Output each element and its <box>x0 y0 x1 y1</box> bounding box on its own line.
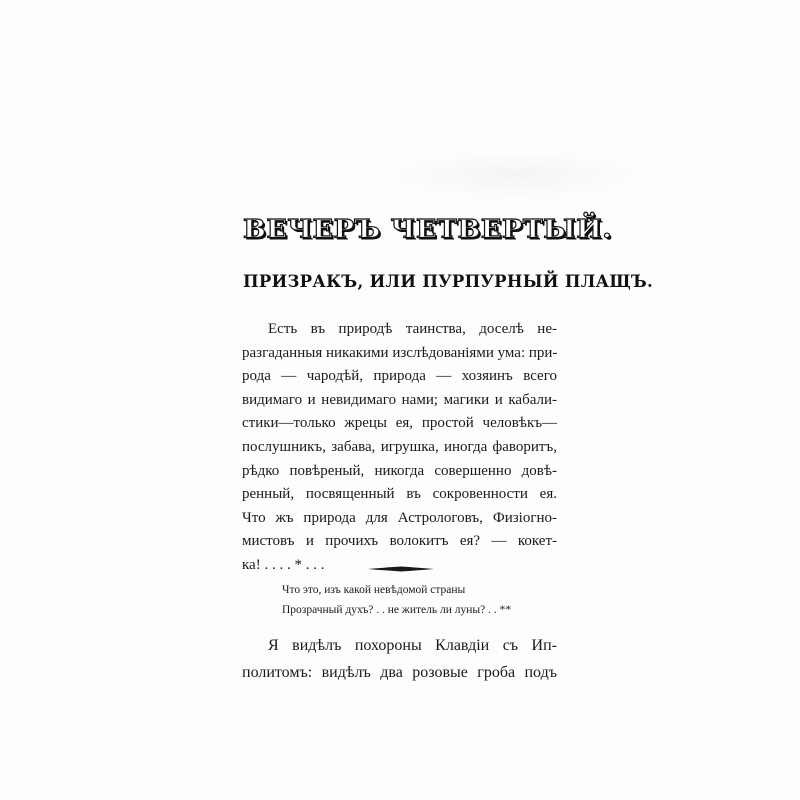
text-line: мистовъ и прочихъ волокитъ ея? — кокет- <box>242 533 557 550</box>
chapter-title: ВЕЧЕРЪ ЧЕТВЕРТЫЙ. <box>243 214 613 245</box>
text-line: разгаданныя никакими изслѣдованіями ума: при- <box>242 344 558 361</box>
opening-paragraph <box>242 318 557 578</box>
epigraph <box>282 580 557 620</box>
text-line: ка! . . . . * . . . <box>242 556 325 573</box>
text-line: рода — чародѣй, природа — хозяинъ всего <box>242 368 557 385</box>
text-line: ренный, посвященный въ сокровенности ея. <box>242 486 557 503</box>
text-line: стики—только жрецы ея, простой человѣкъ— <box>242 415 557 432</box>
epigraph-line: Что это, изъ какой невѣдомой страны <box>282 584 466 596</box>
text-line: Есть въ природѣ таинства, доселѣ не- <box>268 321 557 337</box>
ornamental-divider <box>366 563 436 575</box>
epigraph-line: Прозрачный духъ? . . не житель ли луны? . . ** <box>282 604 512 616</box>
text-line: послушникъ, забава, игрушка, иногда фаворитъ, <box>242 438 557 455</box>
second-paragraph <box>242 632 557 686</box>
text-line: Что жъ природа для Астрологовъ, Физіогно- <box>242 509 557 526</box>
paper-smudge <box>390 150 640 200</box>
text-line: видимаго и невидимаго нами; магики и кабали- <box>242 391 557 408</box>
chapter-subtitle: ПРИЗРАКЪ, ИЛИ ПУРПУРНЫЙ ПЛАЩЪ. <box>243 272 654 291</box>
text-line: рѣдко повѣреный, никогда совершенно довѣ- <box>242 462 557 479</box>
text-line: политомъ: видѣлъ два розовые гроба подъ <box>242 664 557 681</box>
text-line: Я видѣлъ похороны Клавдіи съ Ип- <box>268 637 557 654</box>
